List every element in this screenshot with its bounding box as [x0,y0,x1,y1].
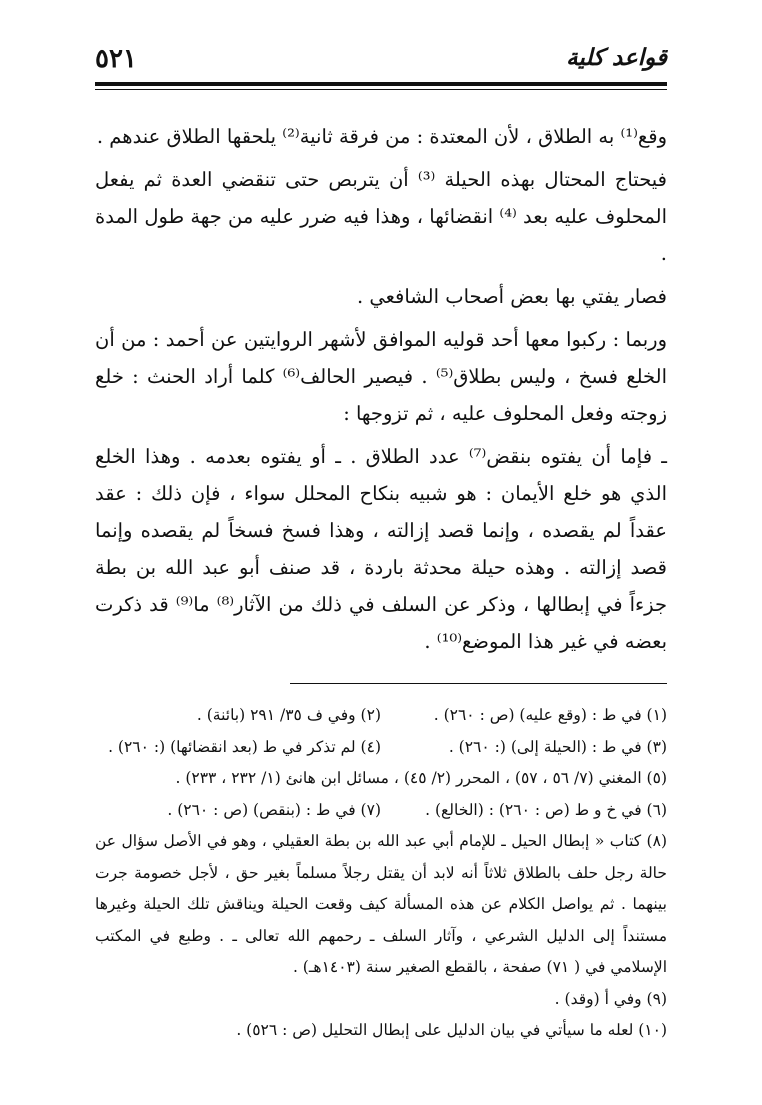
footnote: (١٠) لعله ما سيأتي في بيان الدليل على إبطال التحليل (ص : ٥٢٦) . [236,1021,667,1039]
footnote: (١) في ط : (وقع عليه) (ص : ٢٦٠) . [433,706,667,724]
paragraph: ـ فإما أن يفتوه بنقض⁽⁷⁾ عدد الطلاق . ـ أو يفتوه بعدمه . وهذا الخلع الذي هو خلع الأيمان : هو شبيه بنكاح المحلل سواء ، فإن ذلك : عقد عقداً لم يقصده ، وإنما قصد إزالته ، وهذا فسخ فسخاً لم يقصده وإنما قصد إزالته . وهذه حيلة محدثة باردة ، قد صنف أبو عبد الله بن بطة جزءاً في إبطالها ، وذكر عن السلف في ذلك من الآثار⁽⁸⁾ ما⁽⁹⁾ قد ذكرت بعضه في غير هذا الموضع⁽¹⁰⁾ . [95,445,667,653]
page-header [95,44,667,84]
footnote-row [95,700,667,732]
page-number: ٥٢١ [95,44,137,74]
footnote: (٨) كتاب « إبطال الحيل ـ للإمام أبي عبد الله بن بطة العقيلي ، وهو في الأصل سؤال عن حالة رجل حلف بالطلاق ثلاثاً أنه لابد أن يقتل رجلاً مسلماً بغير حق ، لأجل خصومة جرت بينهما . ثم يواصل الكلام عن هذه المسألة كيف وقعت الحيلة ويناقش تلك الحيلة وغيرها مستنداً إلى الدليل الشرعي ، وآثار السلف ـ رحمهم الله تعالى ـ . وطبع في المكتب الإسلامي في ( ٧١) صفحة ، بالقطع الصغير سنة (١٤٠٣هـ) . [95,832,667,976]
paragraph: وربما : ركبوا معها أحد قوليه الموافق لأشهر الروايتين عن أحمد : من أن الخلع فسخ ، وليس بطلاق⁽⁵⁾ . فيصير الحالف⁽⁶⁾ كلما أراد الحنث : خلع زوجته وفعل المحلوف عليه ، ثم تزوجها : [95,328,667,425]
header-rule-thick [95,82,667,86]
footnote: (٧) في ط : (بنقص) (ص : ٢٦٠) . [167,800,381,819]
footnotes [95,700,667,1047]
paragraph: فصار يفتي بها بعض أصحاب الشافعي . [356,285,667,308]
running-title: قواعد كلية [566,44,667,71]
footnote: (٢) وفي ف ٣٥/ ٢٩١ (بائنة) . [196,706,381,724]
footnote: (٩) وفي أ (وقد) . [554,989,667,1008]
footnote: (٤) لم تذكر في ط (بعد انقضائها) (: ٢٦٠) . [108,737,381,756]
main-text [95,118,667,666]
footnote: (٦) في خ و ط (ص : ٢٦٠) : (الخالع) . [425,800,667,819]
paragraph: فيحتاج المحتال بهذه الحيلة ⁽³⁾ أن يتربص حتى تنقضي العدة ثم يفعل المحلوف عليه بعد ⁽⁴⁾ انقضائها ، وهذا فيه ضرر عليه من جهة طول المدة . [95,168,667,265]
footnote: (٥) المغني (٧/ ٥٦ ، ٥٧) ، المحرر (٢/ ٤٥) ، مسائل ابن هانئ (١/ ٢٣٢ ، ٢٣٣) . [175,769,667,787]
footnote-separator [290,683,667,684]
paragraph: وقع⁽¹⁾ به الطلاق ، لأن المعتدة : من فرقة ثانية⁽²⁾ يلحقها الطلاق عندهم . [96,125,667,148]
footnote-row [95,795,667,827]
footnote: (٣) في ط : (الحيلة إلى) (: ٢٦٠) . [448,737,667,756]
header-rule-thin [95,89,667,90]
footnote-row [95,732,667,764]
